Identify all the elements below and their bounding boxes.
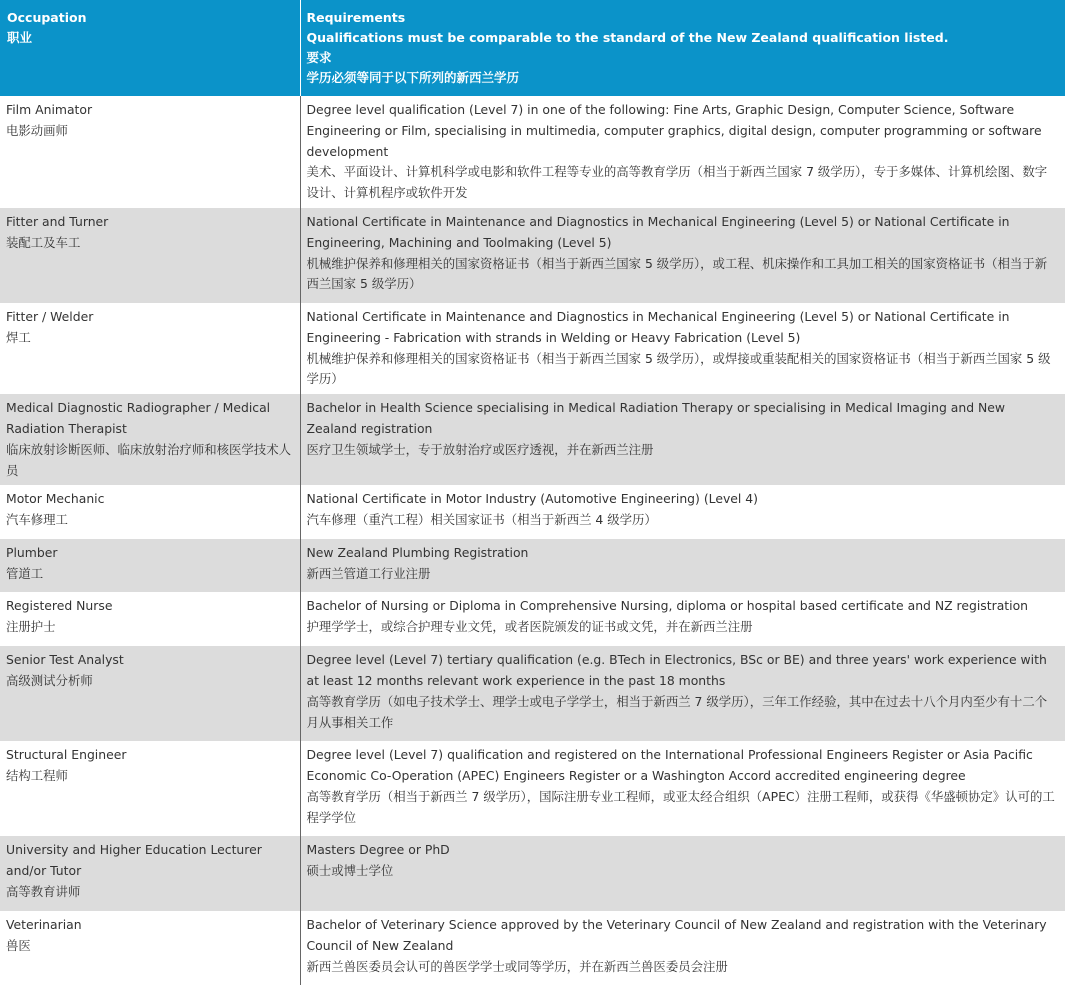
table-row (0, 539, 1065, 592)
occupation-cell (0, 836, 300, 911)
requirement-text-zh: 汽车修理（重汽工程）相关国家证书（相当于新西兰 4 级学历） (306, 512, 657, 528)
requirement-text-en: Bachelor of Veterinary Science approved by the Veterinary Council of New Zealand and registration with the Veterinary Council of New Zealand (306, 917, 1047, 954)
requirement-text-en: National Certificate in Motor Industry (Automotive Engineering) (Level 4) (306, 491, 759, 507)
occupation-cell (0, 96, 300, 208)
occupation-name-en: Fitter / Welder (6, 308, 94, 324)
requirement-text-zh: 美术、平面设计、计算机科学或电影和软件工程等专业的高等教育学历（相当于新西兰国家 7 级学历），专于多媒体、计算机绘图、数字设计、计算机程序或软件开发 (306, 164, 1048, 201)
requirement-text-en: Bachelor of Nursing or Diploma in Comprehensive Nursing, diploma or hospital based certificate and NZ registration (306, 598, 1029, 614)
occupation-cell (0, 394, 300, 485)
occupation-name-en: Veterinarian (6, 917, 82, 933)
occupation-name-zh: 高级测试分析师 (6, 673, 93, 689)
occupation-name-zh: 结构工程师 (6, 768, 68, 784)
requirement-text-en: Degree level (Level 7) qualification and registered on the International Professional Engineers Register or Asia Pacific Economic Co-Operation (APEC) Engineers Register or a Washington Accord accredited engineering degree (306, 747, 1033, 784)
requirements-cell (300, 485, 1065, 539)
requirements-cell (300, 96, 1065, 208)
requirement-text-en: Degree level qualification (Level 7) in one of the following: Fine Arts, Graphic Design, Computer Science, Software Engineering or Film, specialising in multimedia, computer graphics, digital design, computer programming or software development (306, 102, 1042, 159)
table-row (0, 592, 1065, 646)
occupation-name-zh: 管道工 (6, 566, 44, 582)
occupation-name-en: Motor Mechanic (6, 491, 105, 507)
requirement-text-zh: 医疗卫生领域学士，专于放射治疗或医疗透视，并在新西兰注册 (306, 441, 654, 457)
occupation-name-en: Film Animator (6, 102, 93, 117)
requirements-cell (300, 394, 1065, 485)
requirements-note-en: Qualifications must be comparable to the standard of the New Zealand qualification listed. (306, 30, 949, 45)
occupation-cell (0, 303, 300, 394)
requirements-cell (300, 741, 1065, 836)
occupation-header-en: Occupation (7, 10, 87, 25)
occupation-name-en: Medical Diagnostic Radiographer / Medical Radiation Therapist (6, 400, 271, 436)
occupation-name-en: Senior Test Analyst (6, 652, 124, 668)
requirements-cell (300, 911, 1065, 985)
requirement-text-zh: 新西兰管道工行业注册 (306, 566, 431, 582)
table-row (0, 303, 1065, 394)
occupation-name-zh: 临床放射诊断医师、临床放射治疗师和核医学技术人员 (6, 441, 291, 478)
requirements-cell (300, 836, 1065, 911)
requirement-text-en: National Certificate in Maintenance and Diagnostics in Mechanical Engineering (Level 5) or National Certificate in Engineering, Machining and Toolmaking (Level 5) (306, 213, 1010, 250)
occupation-name-zh: 兽医 (6, 938, 31, 954)
requirements-header-en: Requirements (306, 10, 406, 25)
requirement-text-en: Bachelor in Health Science specialising in Medical Radiation Therapy or specialising in Medical Imaging and New Zealand registration (306, 400, 1006, 436)
occupation-cell (0, 741, 300, 836)
occupation-name-zh: 注册护士 (6, 619, 56, 635)
table-row (0, 911, 1065, 985)
occupation-cell (0, 485, 300, 539)
requirements-cell (300, 303, 1065, 394)
occupation-name-en: Registered Nurse (6, 598, 113, 614)
requirements-header (300, 0, 1065, 96)
occupation-name-en: Fitter and Turner (6, 213, 109, 229)
requirements-cell (300, 646, 1065, 741)
occupation-cell (0, 646, 300, 741)
table-row (0, 394, 1065, 485)
table-row (0, 96, 1065, 208)
table-row (0, 741, 1065, 836)
table-row (0, 485, 1065, 539)
requirement-text-zh: 高等教育学历（相当于新西兰 7 级学历），国际注册专业工程师，或亚太经合组织（APEC）注册工程师，或获得《华盛顿协定》认可的工程学学位 (306, 788, 1055, 825)
requirement-text-zh: 新西兰兽医委员会认可的兽医学学士或同等学历，并在新西兰兽医委员会注册 (306, 958, 728, 974)
occupation-name-en: Plumber (6, 545, 58, 561)
requirement-text-en: Degree level (Level 7) tertiary qualification (e.g. BTech in Electronics, BSc or BE) and three years' work experience with at least 12 months relevant work experience in the past 18 months (306, 652, 1047, 689)
requirement-text-zh: 高等教育学历（如电子技术学士、理学士或电子学学士，相当于新西兰 7 级学历），三年工作经验，其中在过去十八个月内至少有十二个月从事相关工作 (306, 693, 1048, 730)
occupation-cell (0, 208, 300, 303)
table-row (0, 836, 1065, 911)
requirement-text-zh: 护理学学士，或综合护理专业文凭，或者医院颁发的证书或文凭，并在新西兰注册 (306, 619, 753, 635)
occupation-name-zh: 高等教育讲师 (6, 883, 81, 899)
requirements-cell (300, 208, 1065, 303)
requirements-note-zh: 学历必须等同于以下所列的新西兰学历 (306, 70, 520, 85)
occupation-header (0, 0, 300, 96)
occupation-cell (0, 911, 300, 985)
requirements-cell (300, 592, 1065, 646)
table-row (0, 646, 1065, 741)
occupation-cell (0, 539, 300, 592)
requirement-text-en: New Zealand Plumbing Registration (306, 545, 529, 561)
occupation-name-en: University and Higher Education Lecturer and/or Tutor (6, 842, 262, 879)
requirements-cell (300, 539, 1065, 592)
table-header-row (0, 0, 1065, 96)
occupation-name-zh: 焊工 (6, 329, 31, 345)
occupation-name-en: Structural Engineer (6, 747, 127, 763)
requirement-text-en: National Certificate in Maintenance and Diagnostics in Mechanical Engineering (Level 5) or National Certificate in Engineering - Fabrication with strands in Welding or Heavy Fabrication (Level 5) (306, 308, 1010, 345)
requirement-text-zh: 机械维护保养和修理相关的国家资格证书（相当于新西兰国家 5 级学历），或工程、机床操作和工具加工相关的国家资格证书（相当于新西兰国家 5 级学历） (306, 255, 1048, 292)
requirement-text-zh: 机械维护保养和修理相关的国家资格证书（相当于新西兰国家 5 级学历），或焊接或重装配相关的国家资格证书（相当于新西兰国家 5 级学历） (306, 350, 1051, 387)
requirements-header-zh: 要求 (306, 50, 332, 65)
occupation-name-zh: 汽车修理工 (6, 512, 68, 528)
occupation-cell (0, 592, 300, 646)
occupation-header-zh: 职业 (7, 30, 33, 45)
occupation-name-zh: 电影动画师 (6, 122, 68, 138)
requirement-text-zh: 硕士或博士学位 (306, 863, 394, 879)
requirement-text-en: Masters Degree or PhD (306, 842, 450, 858)
table-row (0, 208, 1065, 303)
occupation-name-zh: 装配工及车工 (6, 234, 81, 250)
